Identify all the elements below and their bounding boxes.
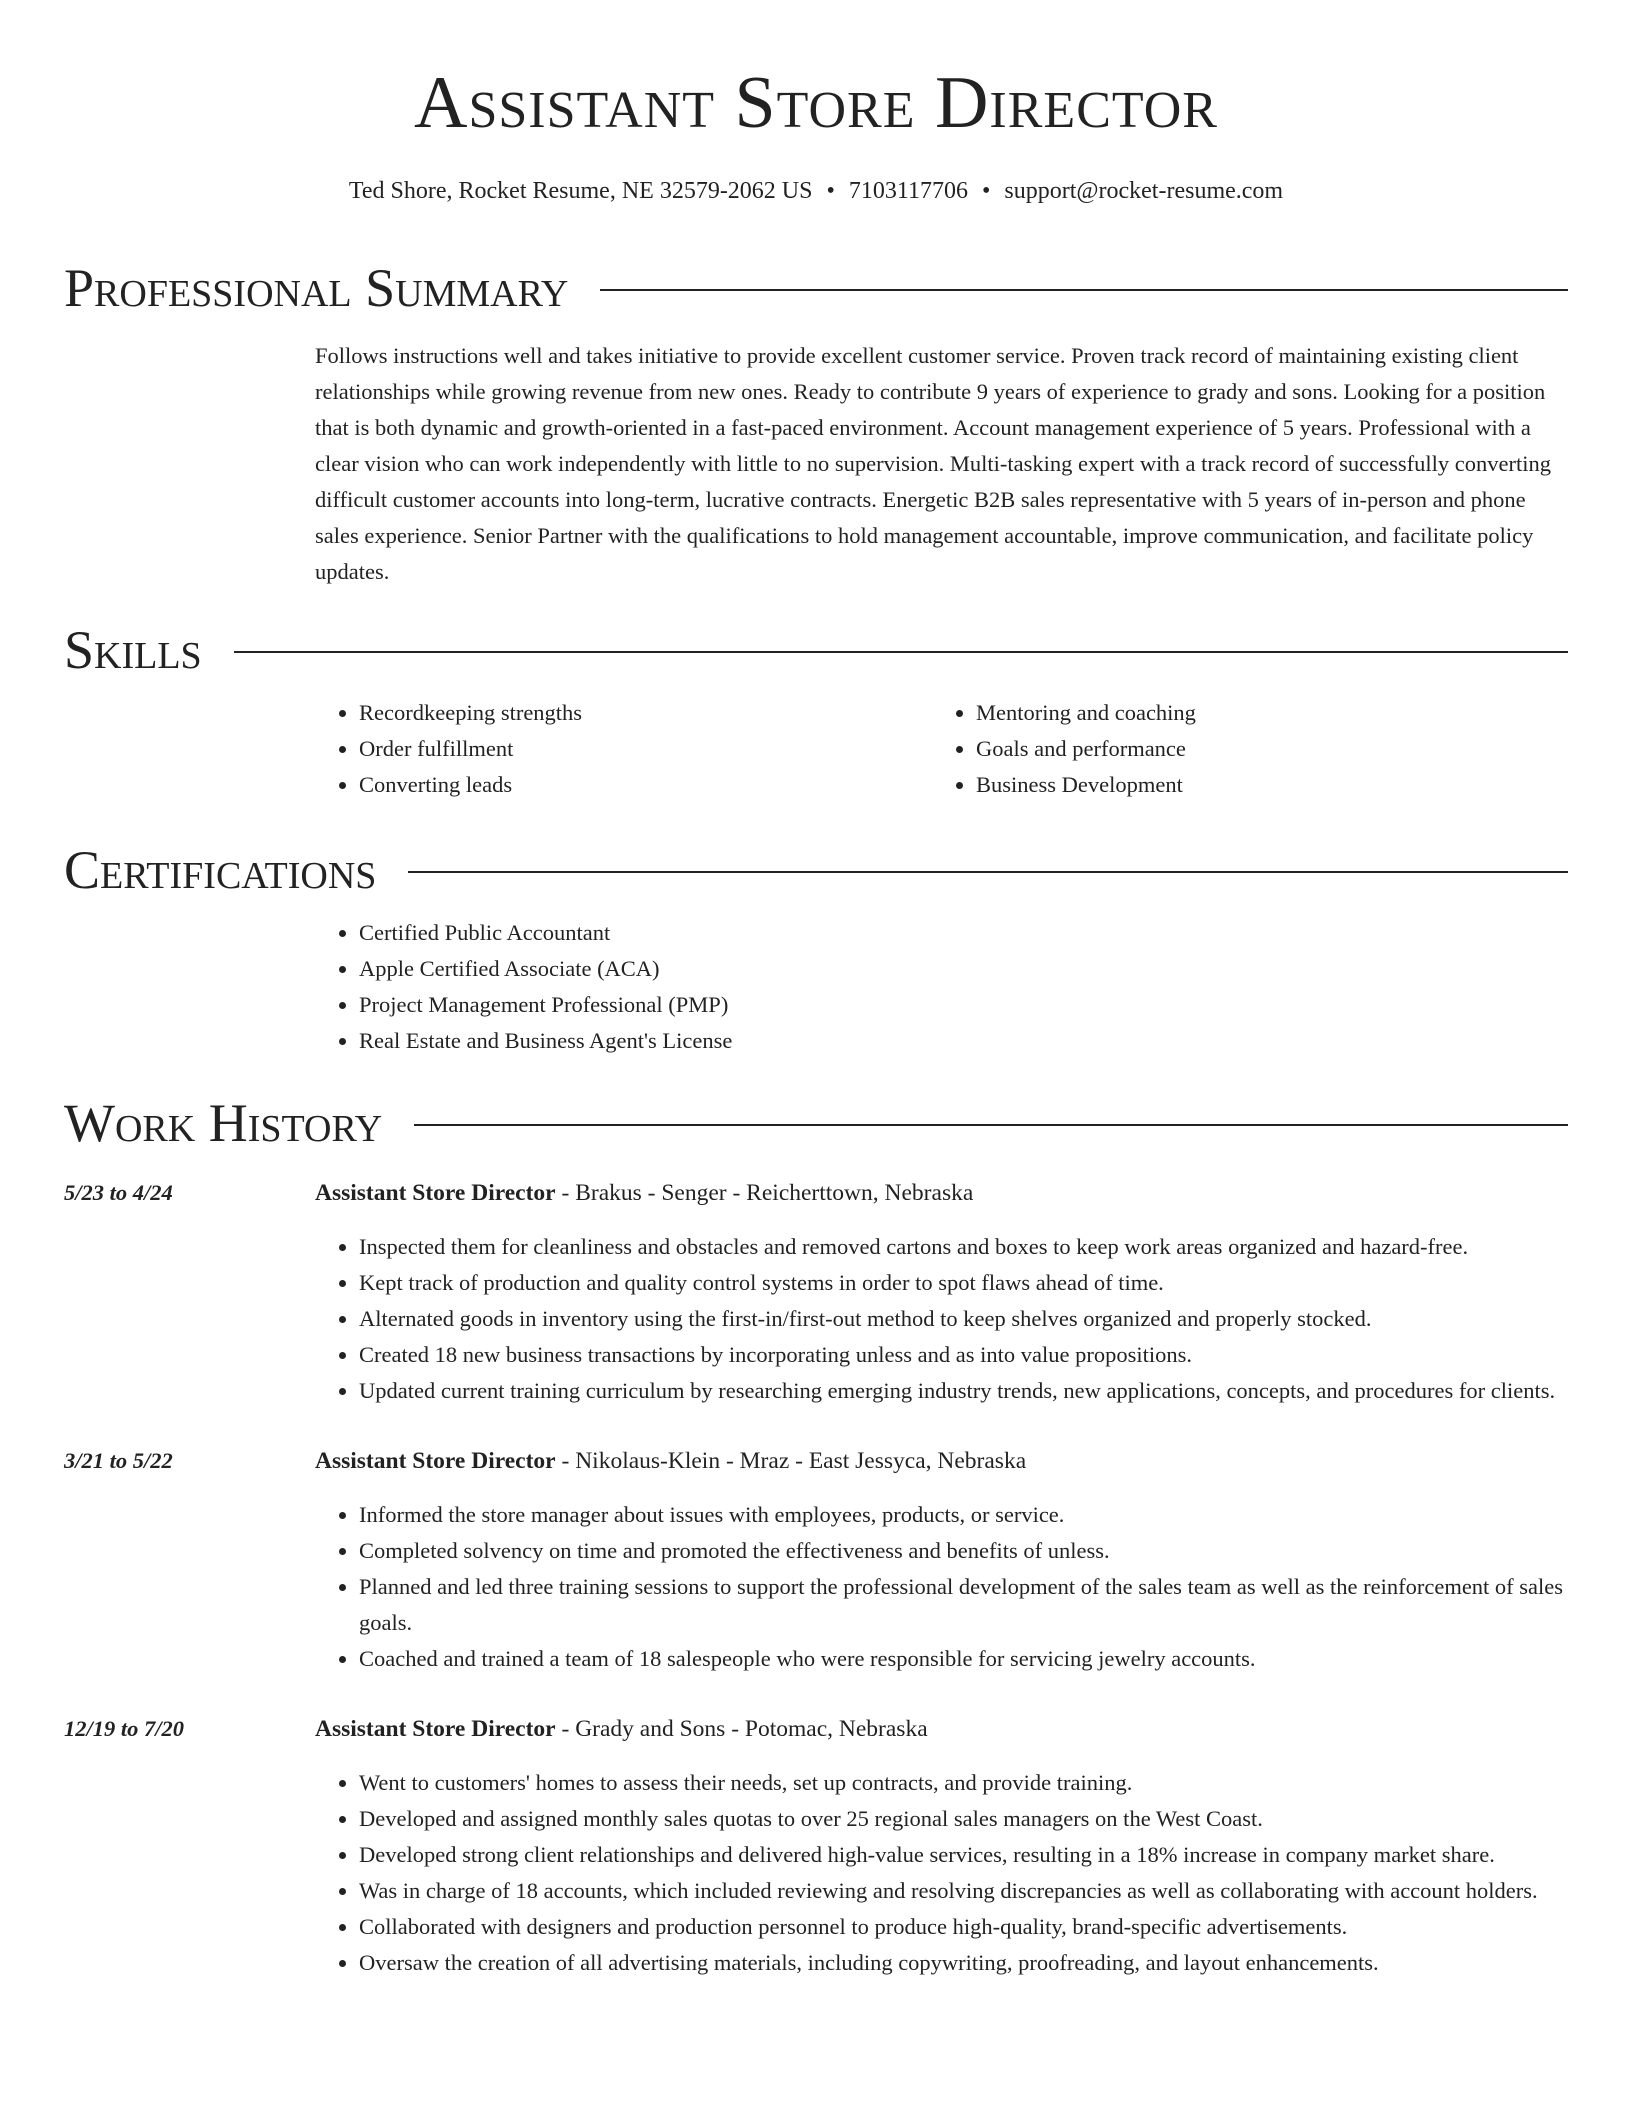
section-heading: [64, 840, 1568, 900]
section-rule: [414, 1124, 1568, 1126]
summary-content: [315, 338, 1568, 590]
skill-item: • Recordkeeping strengths: [359, 695, 932, 731]
job-duty: • Inspected them for cleanliness and obstacles and removed cartons and boxes to keep work areas organized and hazard-free.: [359, 1229, 1568, 1265]
job-date: 5/23 to 4/24: [64, 1180, 173, 1205]
skill-item: • Mentoring and coaching: [976, 695, 1549, 731]
resume-name: Assistant Store Director: [414, 62, 1218, 144]
skills-list: [315, 695, 1568, 803]
certifications-content: [315, 915, 1568, 1059]
skills-title: Skills: [64, 620, 202, 680]
job-header: [315, 1711, 1568, 1747]
job-header: [315, 1175, 1568, 1211]
job-title: Assistant Store Director: [315, 1180, 556, 1206]
contact-email: support@rocket-resume.com: [1004, 178, 1284, 204]
section-heading: [64, 1093, 1568, 1153]
certifications-title: Certifications: [64, 840, 377, 900]
job-duties: [315, 1229, 1568, 1409]
certification-item: • Project Management Professional (PMP): [359, 987, 1568, 1023]
job-duty: • Completed solvency on time and promoted the effectiveness and benefits of unless.: [359, 1533, 1568, 1569]
contact-separator: •: [982, 178, 991, 204]
job-duty: • Collaborated with designers and production personnel to produce high-quality, brand-specific advertisements.: [359, 1909, 1568, 1945]
skill-item: • Goals and performance: [976, 731, 1549, 767]
job-duty: • Coached and trained a team of 18 salespeople who were responsible for servicing jewelry accounts.: [359, 1641, 1568, 1677]
skills-section: [64, 620, 1568, 803]
job-employer: - Nikolaus-Klein - Mraz - East Jessyca, Nebraska: [555, 1448, 1027, 1474]
contact-line: [0, 174, 1632, 208]
job-header: [315, 1443, 1568, 1479]
summary-section: [64, 258, 1568, 590]
job-title: Assistant Store Director: [315, 1716, 556, 1742]
job-entry: [64, 1175, 1568, 1409]
job-duty: • Kept track of production and quality control systems in order to spot flaws ahead of time.: [359, 1265, 1568, 1301]
job-duty: • Was in charge of 18 accounts, which included reviewing and resolving discrepancies as well as collaborating with account holders.: [359, 1873, 1568, 1909]
job-duty: • Alternated goods in inventory using the first-in/first-out method to keep shelves organized and properly stocked.: [359, 1301, 1568, 1337]
skill-item: • Business Development: [976, 767, 1549, 803]
contact-phone: 7103117706: [848, 178, 968, 204]
contact-separator: •: [826, 178, 835, 204]
job-entry: [64, 1711, 1568, 1981]
section-rule: [600, 289, 1568, 291]
job-employer: - Brakus - Senger - Reicherttown, Nebraska: [555, 1180, 974, 1206]
contact-address: Ted Shore, Rocket Resume, NE 32579-2062 US: [348, 178, 813, 204]
job-duty: • Developed and assigned monthly sales quotas to over 25 regional sales managers on the West Coast.: [359, 1801, 1568, 1837]
job-date: 3/21 to 5/22: [64, 1448, 173, 1473]
work-history-title: Work History: [64, 1093, 383, 1153]
job-duty: • Oversaw the creation of all advertising materials, including copywriting, proofreading, and layout enhancements.: [359, 1945, 1568, 1981]
job-duty: • Went to customers' homes to assess their needs, set up contracts, and provide training.: [359, 1765, 1568, 1801]
job-duties: [315, 1765, 1568, 1981]
certification-item: • Certified Public Accountant: [359, 915, 1568, 951]
skills-column-left: [315, 695, 932, 803]
job-date: 12/19 to 7/20: [64, 1716, 185, 1741]
job-duty-list: [315, 1765, 1568, 1981]
job-duty-list: [315, 1229, 1568, 1409]
job-duty: • Planned and led three training sessions to support the professional development of the sales team as well as the reinforcement of sales goals.: [359, 1569, 1568, 1641]
section-rule: [234, 651, 1568, 653]
skills-left-list: [315, 695, 932, 803]
skills-column-right: [932, 695, 1549, 803]
skill-item: • Order fulfillment: [359, 731, 932, 767]
section-rule: [408, 871, 1568, 873]
certification-item: • Real Estate and Business Agent's License: [359, 1023, 1568, 1059]
job-employer: - Grady and Sons - Potomac, Nebraska: [555, 1716, 928, 1742]
job-duty: • Created 18 new business transactions by incorporating unless and as into value propositions.: [359, 1337, 1568, 1373]
certification-item: • Apple Certified Associate (ACA): [359, 951, 1568, 987]
section-heading: [64, 620, 1568, 680]
job-duty: • Informed the store manager about issues with employees, products, or service.: [359, 1497, 1568, 1533]
section-heading: [64, 258, 1568, 318]
job-duty-list: [315, 1497, 1568, 1677]
summary-title: Professional Summary: [64, 258, 569, 318]
certifications-list: [315, 915, 1568, 1059]
job-title: Assistant Store Director: [315, 1448, 556, 1474]
job-duties: [315, 1497, 1568, 1677]
skills-right-list: [932, 695, 1549, 803]
skill-item: • Converting leads: [359, 767, 932, 803]
work-history-section: [64, 1093, 1568, 1981]
certifications-section: [64, 840, 1568, 1059]
job-entry: [64, 1443, 1568, 1677]
summary-text: Follows instructions well and takes initiative to provide excellent customer service. Proven track record of maintaining existing client relationships while growing revenue from new ones. Ready to contribute 9 years of experience to grady and sons. Looking for a position that is both dynamic and growth-oriented in a fast-paced environment. Account management experience of 5 years. Professional with a clear vision who can work independently with little to no supervision. Multi-tasking expert with a track record of successfully converting difficult customer accounts into long-term, lucrative contracts. Energetic B2B sales representative with 5 years of in-person and phone sales experience. Senior Partner with the qualifications to hold management accountable, improve communication, and facilitate policy updates.: [315, 343, 1551, 584]
job-duty: • Updated current training curriculum by researching emerging industry trends, new applications, concepts, and procedures for clients.: [359, 1373, 1568, 1409]
job-duty: • Developed strong client relationships and delivered high-value services, resulting in a 18% increase in company market share.: [359, 1837, 1568, 1873]
